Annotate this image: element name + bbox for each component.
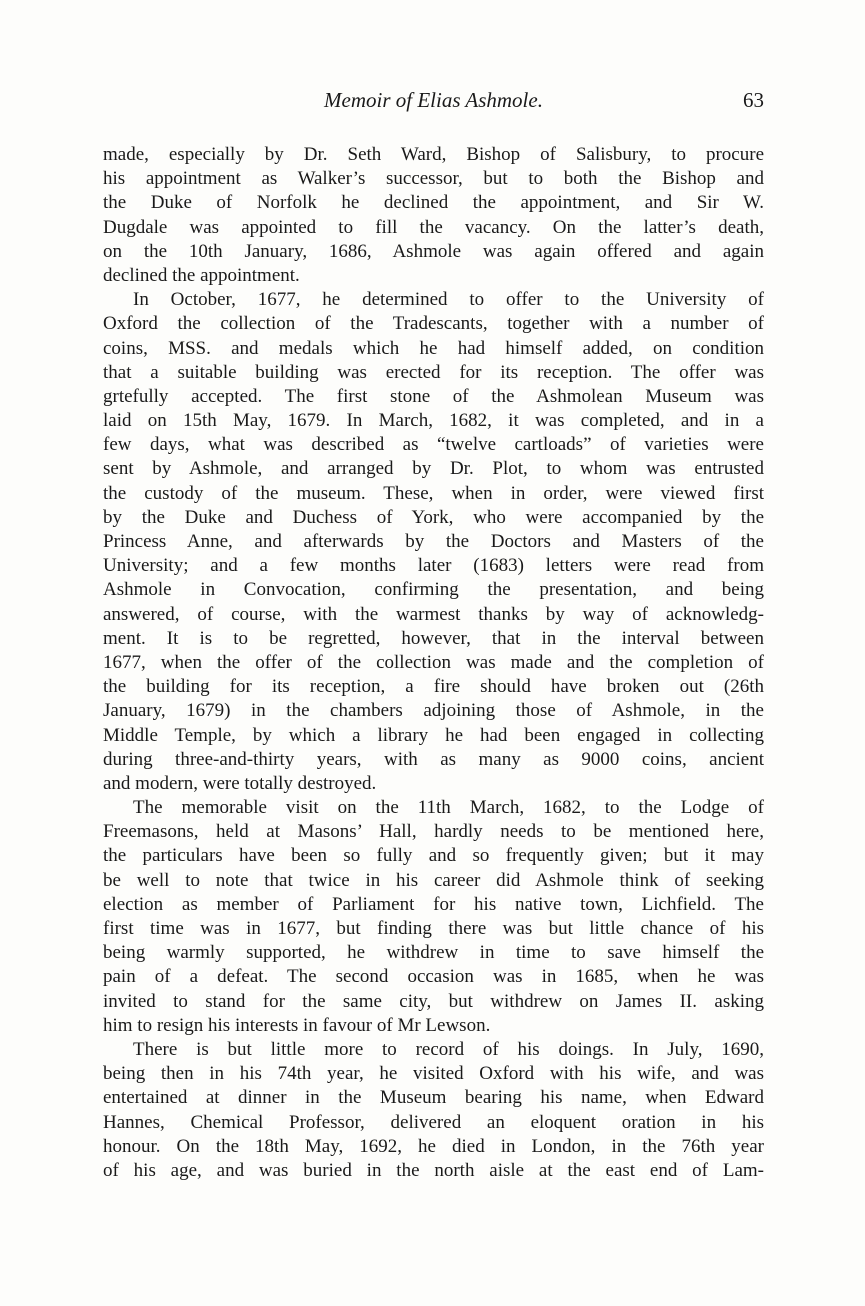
text-line: honour. On the 18th May, 1692, he died in London, in the 76th year [103,1135,764,1157]
text-line: of his age, and was buried in the north aisle at the east end of Lam- [103,1159,764,1181]
text-line: declined the appointment. [103,264,300,286]
text-line: him to resign his interests in favour of Mr Lewson. [103,1014,491,1036]
text-line: be well to note that twice in his career did Ashmole think of seeking [103,869,764,891]
text-line: during three-and-thirty years, with as many as 9000 coins, ancient [103,748,764,770]
text-line: answered, of course, with the warmest thanks by way of acknowledg- [103,603,764,625]
text-line: the particulars have been so fully and so frequently given; but it may [103,845,764,867]
text-line: few days, what was described as “twelve cartloads” of varieties were [103,434,764,456]
text-line: the building for its reception, a fire should have broken out (26th [103,676,764,698]
text-line: Hannes, Chemical Professor, delivered an eloquent oration in his [103,1111,764,1133]
text-line: Oxford the collection of the Tradescants, together with a number of [103,313,764,335]
text-line: The memorable visit on the 11th March, 1682, to the Lodge of [133,797,764,819]
page-number: 63 [743,88,764,112]
text-line: coins, MSS. and medals which he had himself added, on condition [103,337,764,359]
text-line: ment. It is to be regretted, however, that in the interval between [103,627,764,649]
text-line: Middle Temple, by which a library he had been engaged in collecting [103,724,764,746]
text-line: laid on 15th May, 1679. In March, 1682, it was completed, and in a [103,410,764,432]
text-line: being then in his 74th year, he visited Oxford with his wife, and was [103,1063,764,1085]
text-line: by the Duke and Duchess of York, who were accompanied by the [103,506,764,528]
text-line: There is but little more to record of his doings. In July, 1690, [133,1038,764,1060]
text-line: invited to stand for the same city, but withdrew on James II. asking [103,990,764,1012]
text-line: the Duke of Norfolk he declined the appointment, and Sir W. [103,192,764,214]
text-line: Dugdale was appointed to fill the vacancy. On the latter’s death, [103,216,764,238]
text-line: sent by Ashmole, and arranged by Dr. Plot, to whom was entrusted [103,458,764,480]
text-line: on the 10th January, 1686, Ashmole was again offered and again [103,240,764,262]
text-line: January, 1679) in the chambers adjoining those of Ashmole, in the [103,700,764,722]
text-line: Ashmole in Convocation, confirming the presentation, and being [103,579,764,601]
body-text [103,143,764,1183]
text-line: and modern, were totally destroyed. [103,772,377,794]
text-line: Freemasons, held at Masons’ Hall, hardly needs to be mentioned here, [103,821,764,843]
text-line: pain of a defeat. The second occasion was in 1685, when he was [103,966,764,988]
text-line: first time was in 1677, but finding there was but little chance of his [103,918,764,939]
text-line: entertained at dinner in the Museum bearing his name, when Edward [103,1087,764,1109]
text-line: University; and a few months later (1683) letters were read from [103,555,764,577]
text-line: made, especially by Dr. Seth Ward, Bishop of Salisbury, to procure [103,144,764,165]
running-title: Memoir of Elias Ashmole. [324,88,543,112]
text-line: In October, 1677, he determined to offer to the University of [133,289,764,311]
text-line: 1677, when the offer of the collection was made and the completion of [103,651,764,673]
text-line: election as member of Parliament for his native town, Lichfield. The [103,893,764,915]
text-line: grtefully accepted. The first stone of the Ashmolean Museum was [103,385,764,407]
text-line: Princess Anne, and afterwards by the Doctors and Masters of the [103,531,764,552]
text-line: the custody of the museum. These, when in order, were viewed first [103,482,764,504]
running-head [103,88,764,118]
text-line: his appointment as Walker’s successor, but to both the Bishop and [103,168,764,190]
text-line: that a suitable building was erected for its reception. The offer was [103,361,764,383]
text-line: being warmly supported, he withdrew in time to save himself the [103,942,764,964]
